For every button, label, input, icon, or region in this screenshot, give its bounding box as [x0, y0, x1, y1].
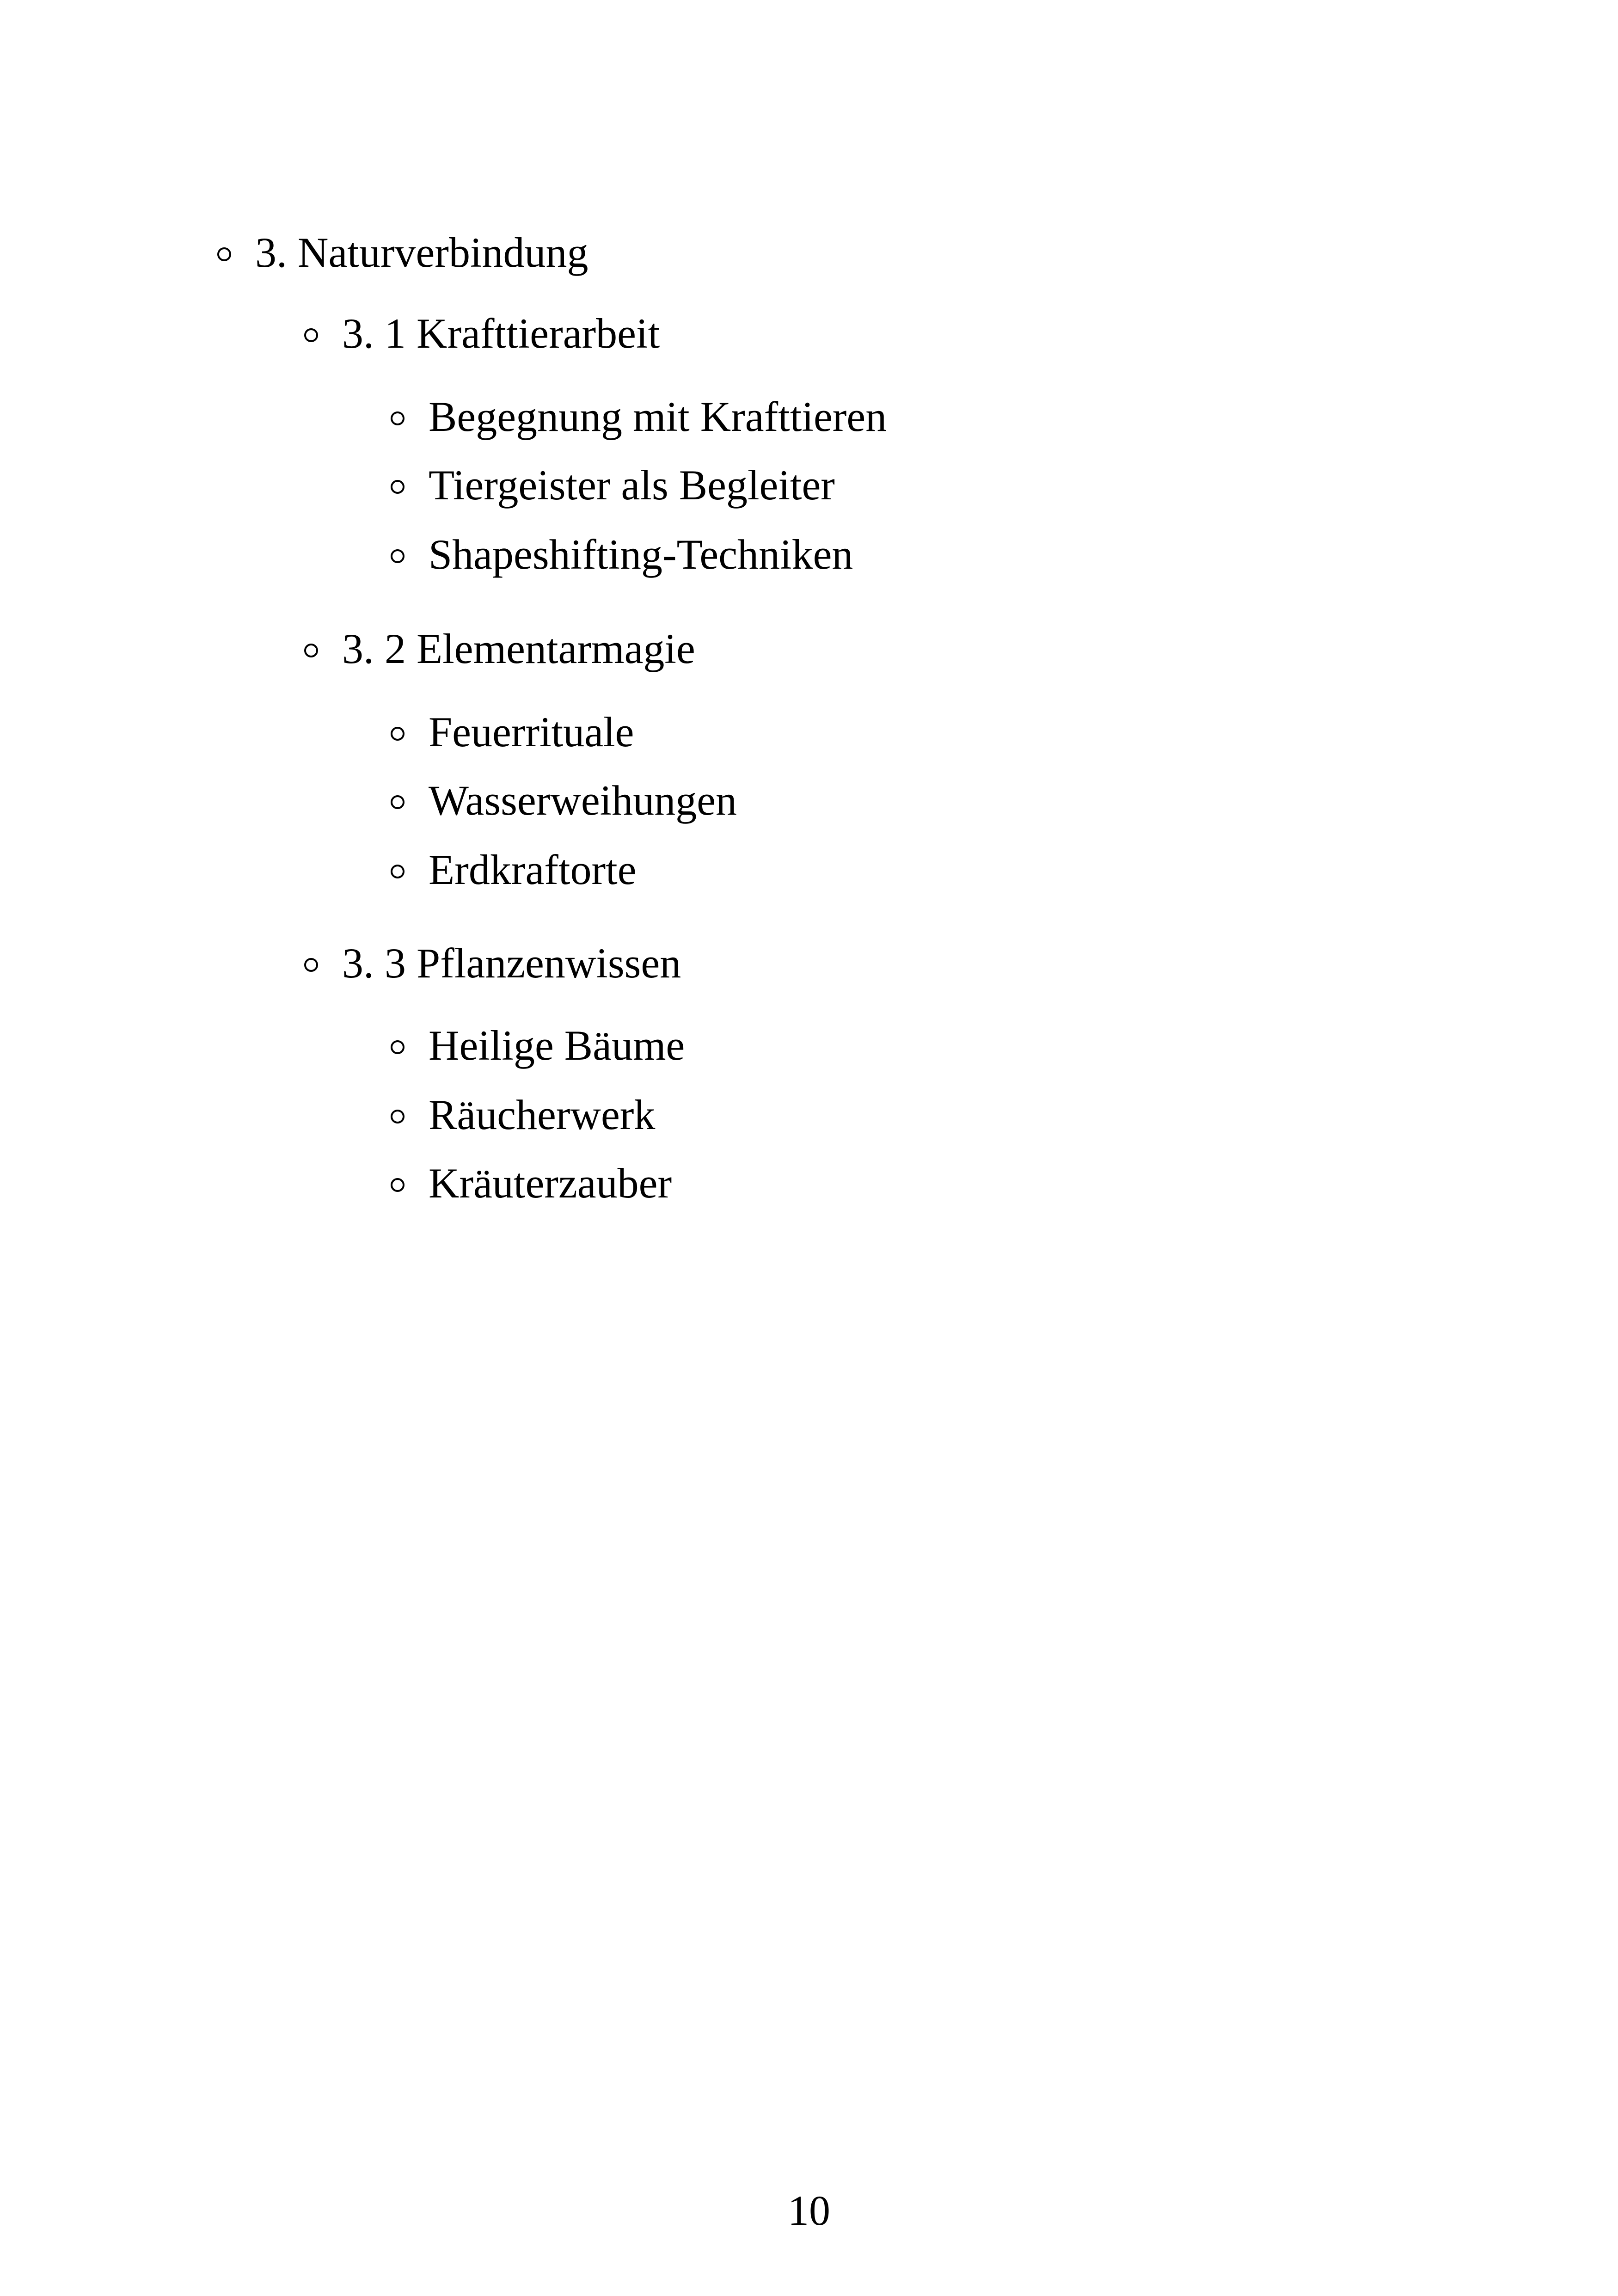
hollow-circle-bullet-icon [304, 958, 318, 972]
subsection-title: 3. 3 Pflanzenwissen [342, 939, 681, 987]
hollow-circle-bullet-icon [391, 795, 404, 809]
hollow-circle-bullet-icon [391, 865, 404, 878]
section-title: 3. Naturverbindung [255, 229, 588, 276]
hollow-circle-bullet-icon [217, 247, 231, 261]
hollow-circle-bullet-icon [391, 411, 404, 425]
outline-item-level3 [391, 395, 887, 438]
list-item-label: Feuerrituale [429, 708, 634, 755]
outline-item-level3 [391, 848, 637, 891]
outline-item-level2 [304, 627, 695, 670]
hollow-circle-bullet-icon [391, 480, 404, 494]
subsection-title: 3. 2 Elementarmagie [342, 625, 695, 672]
hollow-circle-bullet-icon [391, 1110, 404, 1123]
subsection-title: 3. 1 Krafttierarbeit [342, 310, 660, 357]
hollow-circle-bullet-icon [391, 1040, 404, 1054]
outline-item-level3 [391, 1024, 685, 1067]
list-item-label: Kräuterzauber [429, 1160, 672, 1207]
outline-item-level2 [304, 939, 681, 987]
outline-item-level3 [391, 461, 835, 509]
list-item-label: Begegnung mit Krafttieren [429, 393, 887, 440]
page-number: 10 [788, 2187, 830, 2234]
list-item-label: Erdkraftorte [429, 846, 637, 893]
outline-item-level1 [217, 231, 588, 274]
list-item-label: Räucherwerk [429, 1091, 656, 1138]
hollow-circle-bullet-icon [391, 1178, 404, 1192]
outline-item-level3 [391, 1160, 672, 1207]
outline-item-level2 [304, 312, 660, 355]
outline-item-level3 [391, 779, 737, 822]
list-item-label: Wasserweihungen [429, 777, 737, 824]
outline-item-level3 [391, 533, 853, 576]
hollow-circle-bullet-icon [304, 328, 318, 342]
list-item-label: Shapeshifting-Techniken [429, 531, 853, 578]
outline-item-level3 [391, 1093, 655, 1136]
outline-item-level3 [391, 708, 634, 755]
list-item-label: Tiergeister als Begleiter [429, 461, 835, 509]
list-item-label: Heilige Bäume [429, 1022, 685, 1069]
hollow-circle-bullet-icon [391, 727, 404, 741]
hollow-circle-bullet-icon [304, 644, 318, 657]
hollow-circle-bullet-icon [391, 549, 404, 563]
